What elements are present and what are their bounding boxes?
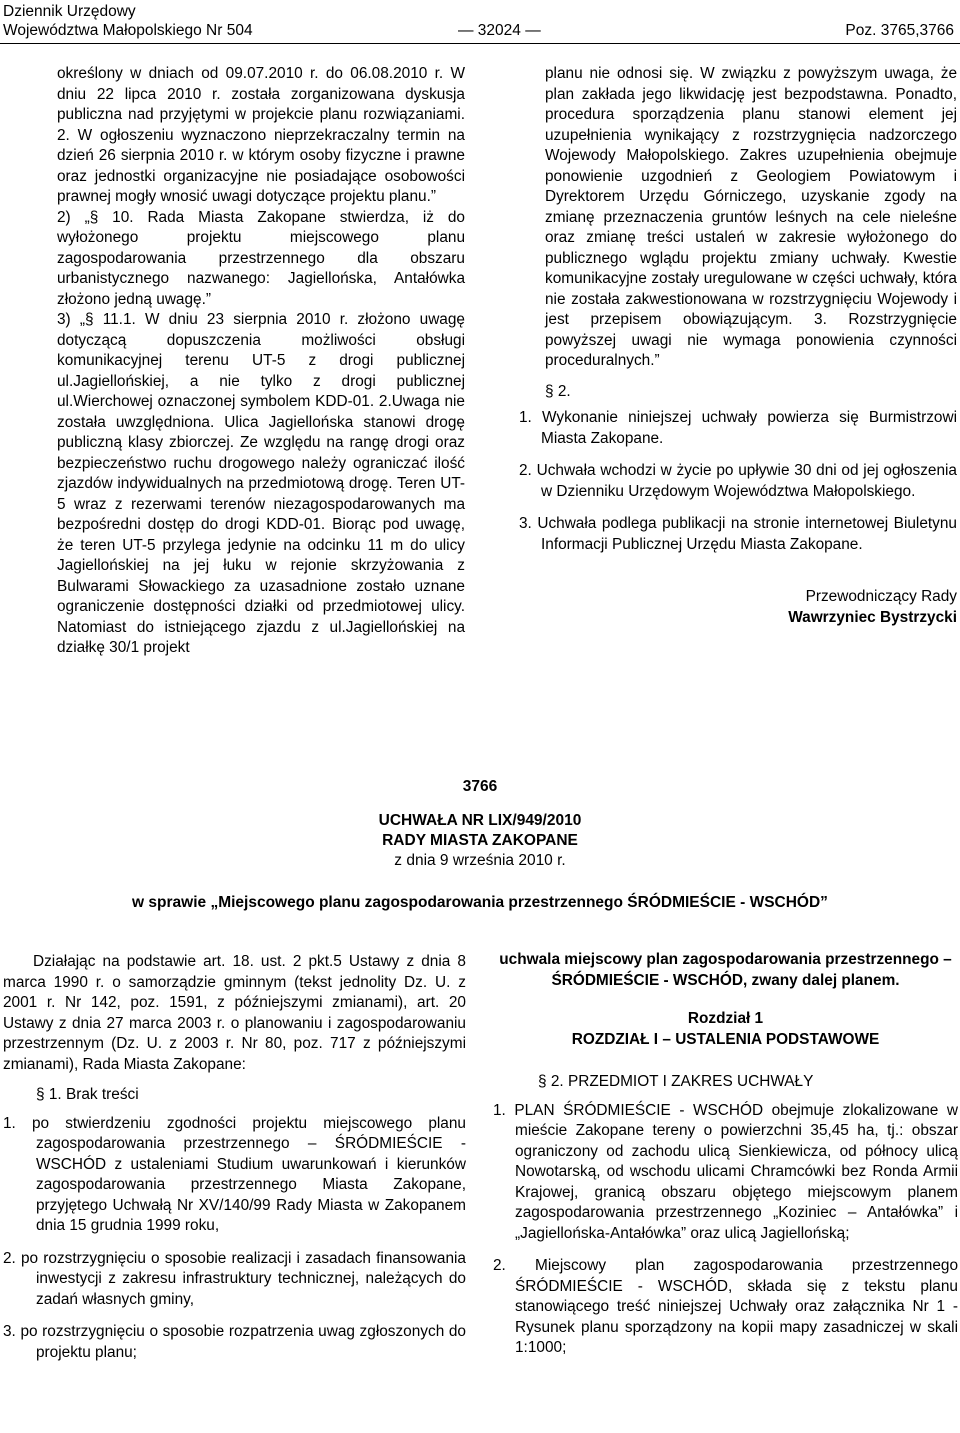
lower-left-column <box>3 952 466 1363</box>
paragraph-continued-right: planu nie odnosi się. W związku z powyższym uwaga, że plan zakłada jego likwidację jest bezpodstawna. Ponadto, procedura sporządzenia planu stanowi element jej uzupełnienia wynikający z rozstrzygnięcia nadzorczego Wojewody Małopolskiego. Zakres uzupełnienia obejmuje ponowienie uzgodnień z Geologiem Powiatowym i Dyrektorem Urzędu Górniczego, uzyskanie zgody na zmianę przeznaczenia gruntów leśnych na cele nieleśne oraz zmianę treści ustaleń w zakresie wyłożonego do publicznego wglądu projektu zmiany uchwały. Kwestie komunikacyjne zostały uregulowane w części uchwały, która nie została zakwestionowana w rozstrzygnięciu Wojewody i jest przepisem obowiązującym. 3. Rozstrzygnięcie powyższej uwagi nie wymaga ponowienia czynności proceduralnych.” <box>545 65 957 369</box>
resolution-date: z dnia 9 września 2010 r. <box>394 852 566 869</box>
signature-block <box>519 587 957 628</box>
journal-title-line2: Województwa Małopolskiego Nr 504 <box>3 22 253 39</box>
resolution-header <box>0 777 960 913</box>
signature-name: Wawrzyniec Bystrzycki <box>788 608 957 626</box>
final-item-1: 1. Wykonanie niniejszej uchwały powierza się Burmistrzowi Miasta Zakopane. <box>519 409 957 447</box>
resolves-clause: uchwala miejscowy plan zagospodarowania przestrzennego – ŚRÓDMIEŚCIE - WSCHÓD, zwany dalej planem. <box>499 951 952 989</box>
lower-right-column <box>493 950 958 1359</box>
preamble-item-2: 2. po rozstrzygnięciu o sposobie realizacji i zasadach finansowania inwestycji z zakresu infrastruktury technicznej, należących do zadań własnych gminy, <box>3 1249 466 1308</box>
chapter-number: Rozdział 1 <box>687 1010 764 1027</box>
resolution-title-1: UCHWAŁA NR LIX/949/2010 <box>378 812 582 829</box>
paragraph-continued: określony w dniach od 09.07.2010 r. do 06.08.2010 r. W dniu 22 lipca 2010 r. została zorganizowana dyskusja publiczna nad przyjętymi w projekcie planu rozwiązaniami. 2. W ogłoszeniu wyznaczono nieprzekraczalny termin na dzień 26 sierpnia 2010 r. w którym osoby fizyczne i prawne oraz jednostki organizacyjne nie posiadające osobowości prawnej mogły wnosić uwagi dotyczące projektu planu.” <box>57 65 465 205</box>
scope-item-2: 2. Miejscowy plan zagospodarowania przestrzennego ŚRÓDMIEŚCIE - WSCHÓD, składa się z tekstu planu stanowiącego treść niniejszej Uchwały oraz załącznika Nr 1 - Rysunek planu sporządzony na kopii mapy zasadniczej w skali 1:1000; <box>493 1257 958 1356</box>
preamble-item-1: 1. po stwierdzeniu zgodności projektu miejscowego planu zagospodarowania przestrzennego – ŚRÓDMIEŚCIE - WSCHÓD z ustaleniami Studium uwarunkowań i kierunków zagospodarowania przestrzennego Miasta Zakopane, przyjętego Uchwałą Nr XV/140/99 Rady Miasta w Zakopanem dnia 15 grudnia 1999 roku, <box>3 1114 466 1234</box>
resolution-title-2: RADY MIASTA ZAKOPANE <box>382 832 578 849</box>
chapter-title: ROZDZIAŁ I – USTALENIA PODSTAWOWE <box>571 1030 880 1048</box>
resolution-subject: w sprawie „Miejscowego planu zagospodarowania przestrzennego ŚRÓDMIEŚCIE - WSCHÓD” <box>132 894 828 911</box>
page-number: — 32024 — <box>458 22 541 39</box>
signature-role: Przewodniczący Rady <box>805 588 957 605</box>
upper-right-column <box>519 64 957 628</box>
section-2-heading: § 2. <box>545 382 571 400</box>
upper-left-column <box>57 64 465 659</box>
amendment-3: 3) „§ 11.1. W dniu 23 sierpnia 2010 r. złożono uwagę dotyczącą dopuszczenia możliwości obsługi komunikacyjnej terenu UT-5 z drogi publicznej ul.Jagiellońskiej, a nie tylko z drogi publicznej ul.Wierchowej oznaczonej symbolem KDD-01. 2.Uwaga nie została uwzględniona. Ulica Jagiellońska stanowi drogę publiczną klasy zbiorczej. Ze względu na rangę drogi oraz bezpieczeństwo ruchu drogowego należy ograniczać ilość zjazdów indywidualnych na przedmiotową drogę. Teren UT-5 wraz z rezerwami terenów niezagospodarowanych ma bezpośredni dostęp do drogi KDD-01. Biorąc pod uwagę, że teren UT-5 przylega jedynie na odcinku 11 m do ulicy Jagiellońskiej na jej łuku w rejonie skrzyżowania z Bulwarami Słowackiego za uzasadnione zostało uznane ograniczenie dostępności działki od przedmiotowej ulicy. Natomiast do istniejącego zjazdu z ul.Jagiellońskiej na działkę 30/1 projekt <box>57 311 465 656</box>
legal-basis: Działając na podstawie art. 18. ust. 2 pkt.5 Ustawy z dnia 8 marca 1990 r. o samorządzie gminnym (tekst jednolity Dz. U. z 2001 r. Nr 142, poz. 1591, z późniejszymi zmianami), art. 20 Ustawy z dnia 27 marca 2003 r. o planowaniu i zagospodarowaniu przestrzennym (Dz. U. z 2003 r. Nr 80, poz. 717 z późniejszymi zmianami), Rada Miasta Zakopane: <box>3 953 466 1073</box>
scope-item-1: 1. PLAN ŚRÓDMIEŚCIE - WSCHÓD obejmuje zlokalizowane w mieście Zakopane tereny o powierzchni 35,45 ha, tj.: obszar ograniczony od zachodu ulicą Sienkiewicza, od północy ulicą Nowotarską, od wschodu ulicami Chramcówki bez Ronda Armii Krajowej, granicą obszaru objętego miejscowym planem zagospodarowania przestrzennego „Koziniec – Antałówka” i „Jagiellońska-Antałówka” oraz ulicą Jagiellońską; <box>493 1101 958 1242</box>
position-number: Poz. 3765,3766 <box>845 22 954 39</box>
journal-title <box>3 2 253 40</box>
final-item-3: 3. Uchwała podlega publikacji na stronie internetowej Biuletynu Informacji Publicznej Urzędu Miasta Zakopane. <box>519 515 957 553</box>
section-1: § 1. Brak treści <box>36 1086 139 1103</box>
journal-title-line1: Dziennik Urzędowy <box>3 3 136 20</box>
amendment-2: 2) „§ 10. Rada Miasta Zakopane stwierdza, iż do wyłożonego projektu miejscowego planu zagospodarowania przestrzennego dla obszaru urbanistycznego nazwanego: Jagiellońska, Antałówka złożono jedną uwagę.” <box>57 208 465 308</box>
section-2-subject: § 2. PRZEDMIOT I ZAKRES UCHWAŁY <box>538 1073 814 1090</box>
final-item-2: 2. Uchwała wchodzi w życie po upływie 30 dni od jej ogłoszenia w Dzienniku Urzędowym Województwa Małopolskiego. <box>519 462 957 500</box>
preamble-item-3: 3. po rozstrzygnięciu o sposobie rozpatrzenia uwag zgłoszonych do projektu planu; <box>3 1323 466 1361</box>
position-3766: 3766 <box>462 778 498 795</box>
header-rule <box>0 43 960 44</box>
